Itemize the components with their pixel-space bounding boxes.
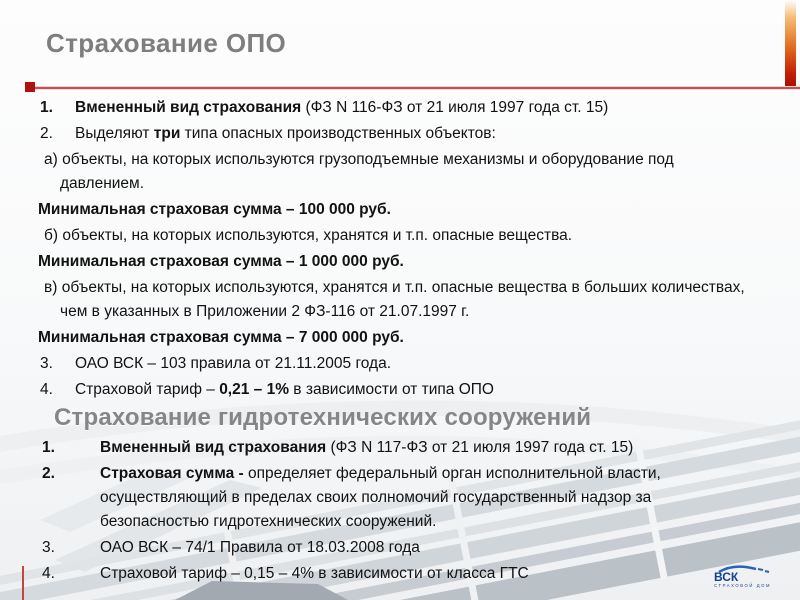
list-item: [0, 462, 782, 534]
vsk-logo-image: [712, 563, 776, 589]
list-item-number: 1.: [42, 439, 55, 456]
red-accent-square: [25, 82, 35, 92]
list-item: [0, 96, 782, 120]
gts-list: [0, 436, 782, 586]
text-run: Минимальная страховая сумма – 100 000 руб.: [38, 201, 391, 218]
text-run: Вмененный вид страхования: [75, 99, 306, 116]
text-run: Минимальная страховая сумма – 1 000 000 руб.: [38, 253, 404, 270]
list-item-number: 3.: [40, 355, 53, 372]
text-run: Минимальная страховая сумма – 7 000 000 руб.: [38, 329, 404, 346]
text-run: три: [153, 125, 181, 142]
text-line: [0, 326, 782, 350]
list-item-number: 4.: [40, 381, 53, 398]
slide-body: [0, 96, 782, 588]
red-gradient-bar: [785, 0, 796, 87]
list-item: [0, 378, 782, 402]
text-run: (ФЗ N 117-ФЗ от 21 июля 1997 года ст. 15): [330, 439, 634, 456]
list-item: [0, 436, 782, 460]
list-item-number: 2.: [40, 125, 53, 142]
red-divider-line: [25, 86, 800, 90]
list-item: [0, 562, 782, 586]
list-item-number: 4.: [42, 565, 55, 582]
text-run: 0,21 – 1%: [219, 381, 289, 398]
red-footer-tick: [22, 566, 24, 600]
text-line: [0, 276, 782, 324]
text-run: определяет федеральный орган исполнительной власти, осуществляющий в пределах своих полномочий государственный надзор за безопасностью гидротехнических сооружений.: [100, 465, 661, 530]
vsk-logo-subtext: СТРАХОВОЙ ДОМ: [714, 583, 772, 588]
vsk-logo-text: ВСК: [714, 570, 739, 584]
list-item-number: 3.: [42, 539, 55, 556]
text-run: типа опасных производственных объектов:: [180, 125, 496, 142]
text-run: б) объекты, на которых используются, хранятся и т.п. опасные вещества.: [44, 227, 573, 244]
text-run: Вмененный вид страхования: [100, 439, 331, 456]
vsk-logo: [712, 563, 776, 594]
list-item: [0, 536, 782, 560]
text-line: [0, 148, 782, 196]
opo-list: [0, 96, 782, 402]
text-run: (ФЗ N 116-ФЗ от 21 июля 1997 года ст. 15): [305, 99, 609, 116]
list-item-number: 1.: [40, 99, 53, 116]
text-run: Выделяют: [75, 125, 154, 142]
text-line: [0, 198, 782, 222]
list-item: [0, 122, 782, 146]
text-line: [0, 224, 782, 248]
text-run: ОАО ВСК – 103 правила от 21.11.2005 года.: [75, 355, 392, 372]
text-run: ОАО ВСК – 74/1 Правила от 18.03.2008 года: [100, 539, 420, 556]
text-run: а) объекты, на которых используются грузоподъемные механизмы и оборудование под давлением.: [44, 151, 674, 192]
text-run: Страховой тариф –: [75, 381, 220, 398]
text-line: [0, 250, 782, 274]
list-item: [0, 352, 782, 376]
slide-title: Страхование ОПО: [46, 28, 287, 58]
text-run: Страховая сумма -: [100, 465, 249, 482]
text-run: в зависимости от типа ОПО: [289, 381, 494, 398]
list-item-number: 2.: [42, 465, 55, 482]
text-run: в) объекты, на которых используются, хранятся и т.п. опасные вещества в больших количествах, чем в указанных в Приложении 2 ФЗ-116 от 21.07.1997 г.: [44, 279, 745, 320]
text-run: Страховой тариф – 0,15 – 4% в зависимости от класса ГТС: [100, 565, 529, 582]
section-subtitle: Страхование гидротехнических сооружений: [54, 404, 592, 431]
